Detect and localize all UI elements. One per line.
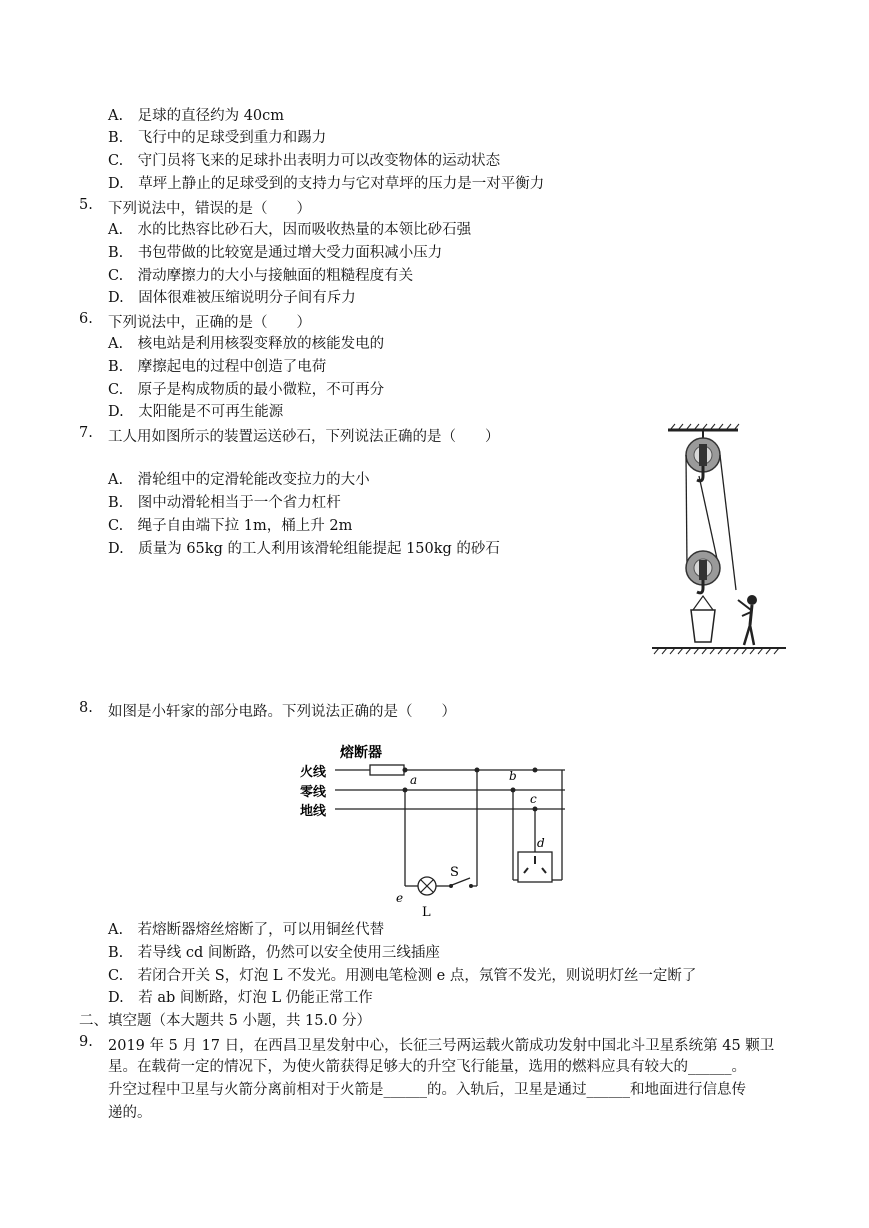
neutral-wire-label: 零线 <box>300 785 327 800</box>
q7-option-d: D. 质量为 65kg 的工人利用该滑轮组能提起 150kg 的砂石 <box>108 541 500 557</box>
question-8 <box>0 700 869 722</box>
q4-option-c: C. 守门员将飞来的足球扑出表明力可以改变物体的运动状态 <box>108 153 501 169</box>
q8-option-c: C. 若闭合开关 S，灯泡 L 不发光。用测电笔检测 e 点，氖管不发光，则说明灯丝一定断了 <box>108 968 697 984</box>
ground-wire-label: 地线 <box>300 804 327 819</box>
question-number: 7. <box>79 425 93 441</box>
question-stem: 下列说法中，正确的是（ ） <box>108 315 311 331</box>
q7-option-a: A. 滑轮组中的定滑轮能改变拉力的大小 <box>108 472 370 488</box>
q6-option-a: A. 核电站是利用核裂变释放的核能发电的 <box>108 336 385 352</box>
question-stem: 工人用如图所示的装置运送砂石，下列说法正确的是（ ） <box>108 429 500 445</box>
question-9 <box>0 1034 869 1056</box>
circuit-figure <box>290 740 580 925</box>
question-line-2: 星。在载荷一定的情况下，为使火箭获得足够大的升空飞行能量，选用的燃料应具有较大的______。 <box>108 1059 746 1075</box>
fuse <box>370 765 404 775</box>
pulley-figure <box>648 420 788 655</box>
q5-option-b: B. 书包带做的比较宽是通过增大受力面积减小压力 <box>108 245 443 261</box>
q5-option-c: C. 滑动摩擦力的大小与接触面的粗糙程度有关 <box>108 268 414 284</box>
question-stem: 如图是小轩家的部分电路。下列说法正确的是（ ） <box>108 704 456 720</box>
node-c: c <box>530 792 537 806</box>
q4-option-d: D. 草坪上静止的足球受到的支持力与它对草坪的压力是一对平衡力 <box>108 176 545 192</box>
q8-option-d: D. 若 ab 间断路，灯泡 L 仍能正常工作 <box>108 990 373 1006</box>
q6-option-d: D. 太阳能是不可再生能源 <box>108 404 284 420</box>
lamp-label: L <box>422 905 431 920</box>
question-number: 9. <box>79 1034 93 1050</box>
q7-option-b: B. 图中动滑轮相当于一个省力杠杆 <box>108 495 341 511</box>
node-b: b <box>509 769 517 783</box>
node-e: e <box>396 891 404 905</box>
node-a: a <box>410 773 418 787</box>
q4-option-b: B. 飞行中的足球受到重力和踢力 <box>108 130 327 146</box>
q7-option-c: C. 绳子自由端下拉 1m，桶上升 2m <box>108 518 353 534</box>
question-line-4: 递的。 <box>108 1105 152 1121</box>
live-wire-label: 火线 <box>300 765 327 780</box>
q6-option-b: B. 摩擦起电的过程中创造了电荷 <box>108 359 327 375</box>
question-line-1: 2019 年 5 月 17 日，在西昌卫星发射中心，长征三号两运载火箭成功发射中国北斗卫星系统第 45 颗卫 <box>108 1038 775 1054</box>
q4-option-a: A. 足球的直径约为 40cm <box>108 108 285 124</box>
section-heading: 二、填空题（本大题共 5 小题，共 15.0 分） <box>79 1013 371 1029</box>
question-line-3: 升空过程中卫星与火箭分离前相对于火箭是______的。入轨后，卫星是通过______和地面进行信息传 <box>108 1082 746 1098</box>
node-d: d <box>537 836 545 850</box>
q6-option-c: C. 原子是构成物质的最小微粒，不可再分 <box>108 382 385 398</box>
question-number: 6. <box>79 311 93 327</box>
question-number: 8. <box>79 700 93 716</box>
fuse-label: 熔断器 <box>340 745 382 761</box>
question-number: 5. <box>79 197 93 213</box>
q5-option-d: D. 固体很难被压缩说明分子间有斥力 <box>108 290 356 306</box>
q8-option-a: A. 若熔断器熔丝熔断了，可以用铜丝代替 <box>108 922 385 938</box>
question-6 <box>0 311 869 333</box>
q5-option-a: A. 水的比热容比砂石大，因而吸收热量的本领比砂石强 <box>108 222 472 238</box>
question-5 <box>0 197 869 219</box>
question-stem: 下列说法中，错误的是（ ） <box>108 201 311 217</box>
switch-label: S <box>450 865 459 880</box>
q8-option-b: B. 若导线 cd 间断路，仍然可以安全使用三线插座 <box>108 945 440 961</box>
